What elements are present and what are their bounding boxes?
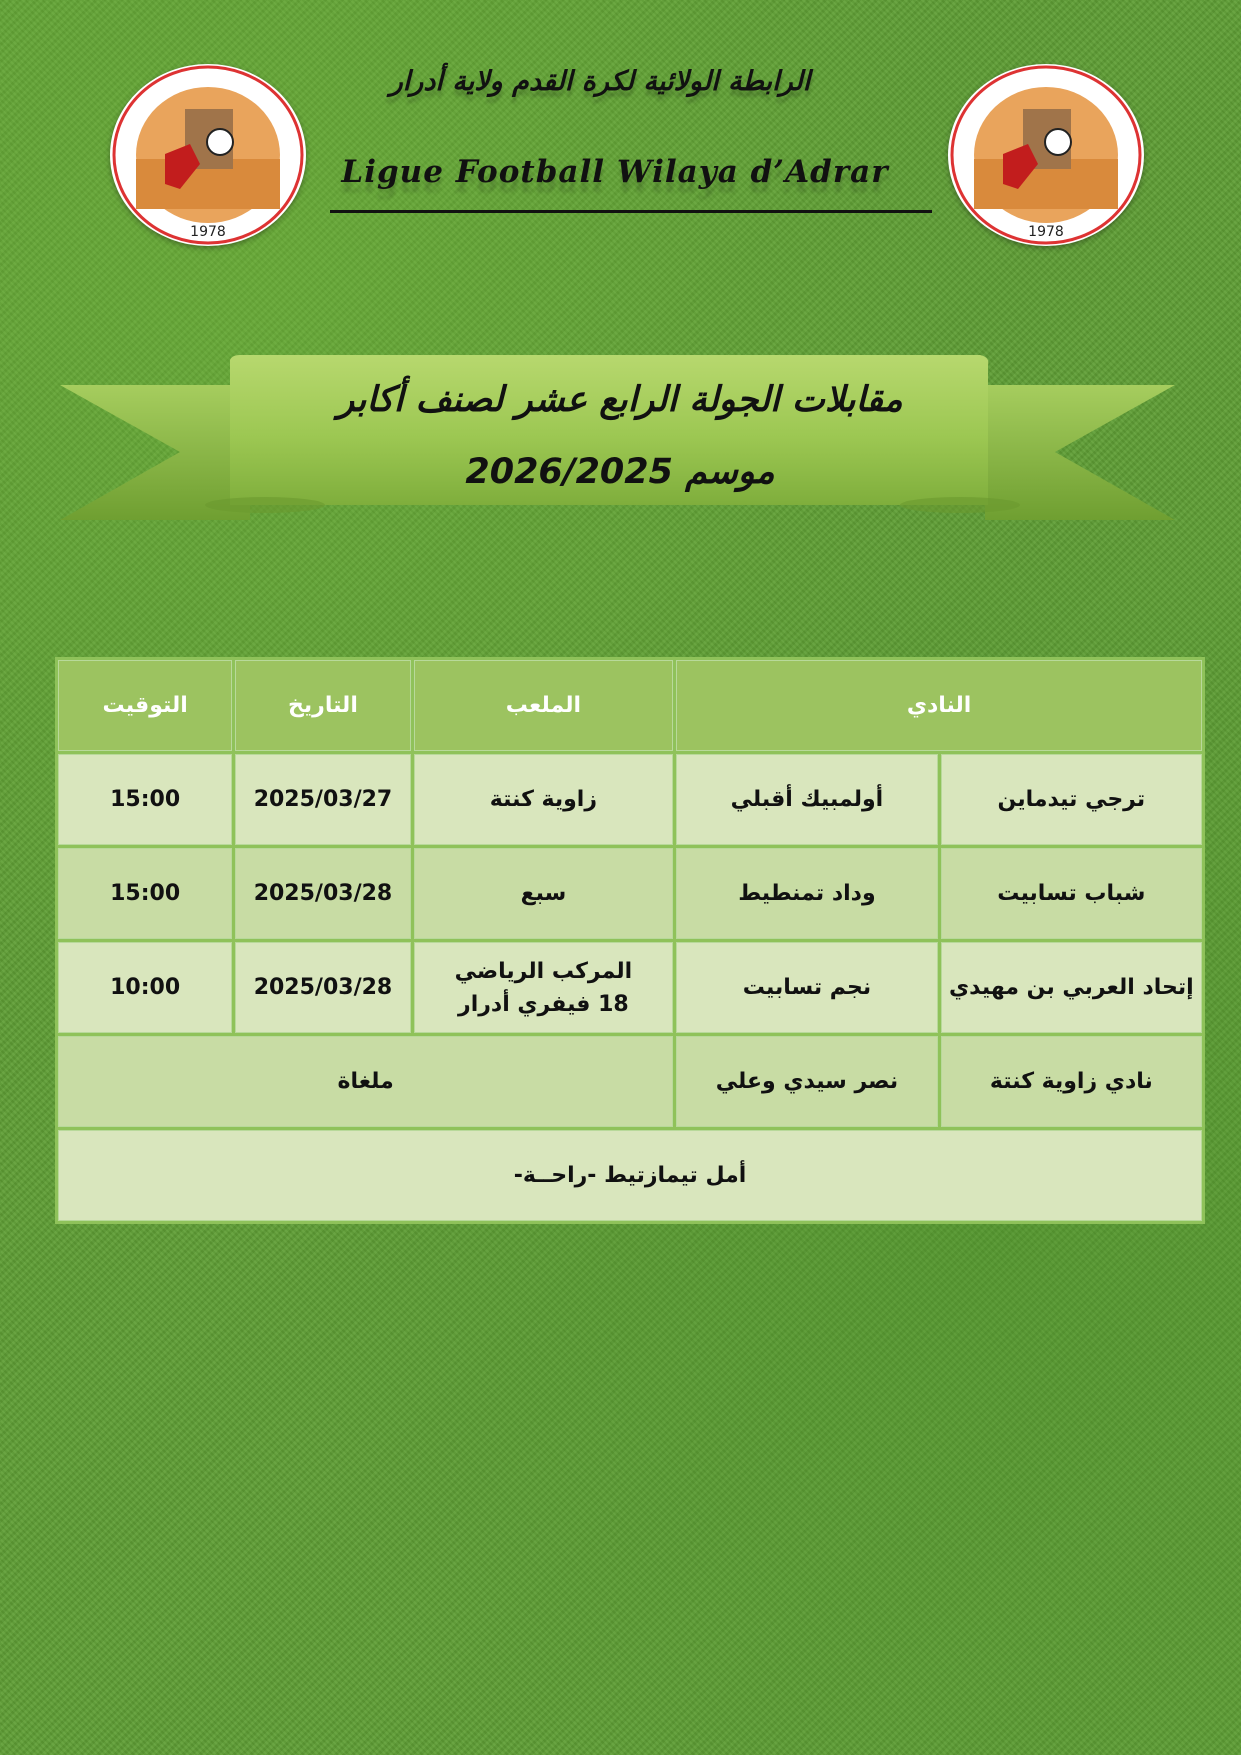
table-row — [58, 1036, 1202, 1127]
match-status: ملغاة — [58, 1036, 673, 1127]
league-name-french: Ligue Football Wilaya d’Adrar — [341, 154, 889, 190]
home-team: نادي زاوية كنتة — [941, 1036, 1202, 1127]
match-date: 2025/03/28 — [235, 942, 410, 1033]
header-club: النادي — [676, 660, 1202, 751]
away-team: نصر سيدي وعلي — [676, 1036, 937, 1127]
table-row — [58, 848, 1202, 939]
table-row — [58, 754, 1202, 845]
away-team: أولمبيك أقبلي — [676, 754, 937, 845]
stadium: زاوية كنتة — [414, 754, 674, 845]
away-team: وداد تمنطيط — [676, 848, 937, 939]
header-date: التاريخ — [235, 660, 410, 751]
stadium — [414, 942, 674, 1033]
league-logo-left — [110, 64, 306, 246]
home-team: ترجي تيدماين — [941, 754, 1202, 845]
season-label: موسم 2026/2025 — [465, 452, 775, 492]
home-team: إتحاد العربي بن مهيدي — [941, 942, 1202, 1033]
table-row — [58, 942, 1202, 1033]
home-team: شباب تسابيت — [941, 848, 1202, 939]
rest-team: أمل تيمازتيط -راحــة- — [58, 1130, 1202, 1221]
match-date: 2025/03/27 — [235, 754, 410, 845]
match-time: 15:00 — [58, 848, 232, 939]
away-team: نجم تسابيت — [676, 942, 937, 1033]
stadium: سبع — [414, 848, 674, 939]
stadium-line-2: 18 فيفري أدرار — [458, 991, 629, 1017]
league-name-arabic: الرابطة الولائية لكرة القدم ولاية أدرار — [389, 66, 811, 97]
fixtures-table — [55, 657, 1205, 1224]
header-divider — [330, 210, 932, 213]
match-date: 2025/03/28 — [235, 848, 410, 939]
table-row-rest — [58, 1130, 1202, 1221]
stadium-line-1: المركب الرياضي — [454, 958, 633, 984]
league-logo-right — [948, 64, 1144, 246]
logo-year-left: 1978 — [190, 224, 226, 240]
round-title: مقابلات الجولة الرابع عشر لصنف أكابر — [337, 380, 903, 420]
table-header-row — [58, 660, 1202, 751]
match-time: 15:00 — [58, 754, 232, 845]
logo-year-right: 1978 — [1028, 224, 1064, 240]
header-time: التوقيت — [58, 660, 232, 751]
header-stadium: الملعب — [414, 660, 674, 751]
match-time: 10:00 — [58, 942, 232, 1033]
